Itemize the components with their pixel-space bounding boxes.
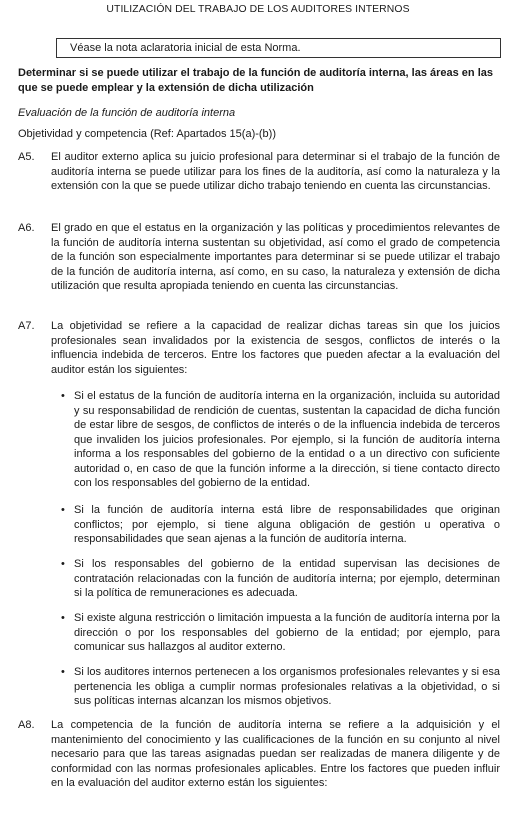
bullet-symbol: • [61,558,65,570]
objectivity-factor-bullet [51,665,500,709]
section-subheading: Objetividad y competencia (Ref: Apartados 15(a)-(b)) [18,128,277,140]
bullet-text: Si existe alguna restricción o limitación impuesta a la función de auditoría interna por la dirección o por los responsables del gobierno de la entidad; por ejemplo, para comunicar sus hallazgos al auditor externo. [74,612,500,653]
section-heading: Determinar si se puede utilizar el trabajo de la función de auditoría interna, las áreas en las que se puede emplear y la extensión de dicha utilización [18,67,493,94]
paragraph-number: A8. [18,719,35,731]
paragraph-a8 [18,718,500,791]
bullet-symbol: • [61,612,65,624]
paragraph-a6 [18,221,500,294]
objectivity-factor-bullet [51,503,500,547]
objectivity-factor-bullet [51,611,500,655]
bullet-symbol: • [61,504,65,516]
paragraph-number: A6. [18,222,35,234]
bullet-symbol: • [61,390,65,402]
paragraph-text: El grado en que el estatus en la organización y las políticas y procedimientos relevantes de la función de auditoría interna sustentan su objetividad, así como el grado de competencia de la función son especialmente importantes para determinar si se puede utilizar el trabajo de la función de auditoría interna, así como, en su caso, la naturaleza y extensión de dicha utilización que resulta apropiada teniendo en cuenta las circunstancias. [51,222,500,292]
explanatory-note-box: Véase la nota aclaratoria inicial de esta Norma. [56,38,501,58]
running-header: UTILIZACIÓN DEL TRABAJO DE LOS AUDITORES INTERNOS [106,4,410,15]
bullet-symbol: • [61,666,65,678]
bullet-text: Si la función de auditoría interna está libre de responsabilidades que originan conflictos; por ejemplo, si tiene alguna obligación de gestión u operativa o responsabilidades que sean ajenas a la función de auditoría interna. [74,504,500,545]
bullet-text: Si los responsables del gobierno de la entidad supervisan las decisiones de contratación relacionadas con la función de auditoría interna; por ejemplo, determinan si la política de remuneraciones es adecuada. [74,558,500,599]
paragraph-a5 [18,150,500,194]
paragraph-number: A5. [18,151,35,163]
paragraph-text: La competencia de la función de auditoría interna se refiere a la adquisición y el mantenimiento del conocimiento y las cualificaciones de la función en su conjunto al nivel necesario para que las tareas asignadas puedan ser realizadas de manera diligente y de conformidad con las normas profesionales aplicables. Entre los factores que pueden influir en la evaluación del auditor externo están los siguientes: [51,719,500,789]
bullet-text: Si los auditores internos pertenecen a los organismos profesionales relevantes y si esa pertenencia les obliga a cumplir normas profesionales relativas a la objetividad, o si sus políticas internas alcanzan los mismos objetivos. [74,666,500,707]
objectivity-factor-bullet [51,389,500,491]
bullet-text: Si el estatus de la función de auditoría interna en la organización, incluida su autoridad y su responsabilidad de rendición de cuentas, sustentan la capacidad de dicha función de estar libre de sesgos, de conflictos de interés o de la influencia indebida de terceros que invaliden los juicios profesionales. Por ejemplo, si la función de auditoría interna informa a los responsables del gobierno de la entidad o a un directivo con suficiente autoridad o, en caso de que la función informe a la dirección, si tiene contacto directo con los responsables del gobierno de la entidad. [74,390,500,489]
paragraph-number: A7. [18,320,35,332]
section-subheading-italic: Evaluación de la función de auditoría interna [18,107,236,119]
objectivity-factor-bullet [51,557,500,601]
paragraph-text: El auditor externo aplica su juicio profesional para determinar si el trabajo de la función de auditoría interna se puede utilizar para los fines de la auditoría, así como la naturaleza y la extensión con la que se puede utilizar dicho trabajo teniendo en cuenta las circunstancias. [51,151,500,192]
paragraph-a7 [18,319,500,377]
paragraph-text: La objetividad se refiere a la capacidad de realizar dichas tareas sin que los juicios profesionales sean invalidados por la existencia de sesgos, conflictos de interés o la influencia indebida de terceros. Entre los factores que pueden afectar a la evaluación del auditor están los siguientes: [51,320,500,376]
